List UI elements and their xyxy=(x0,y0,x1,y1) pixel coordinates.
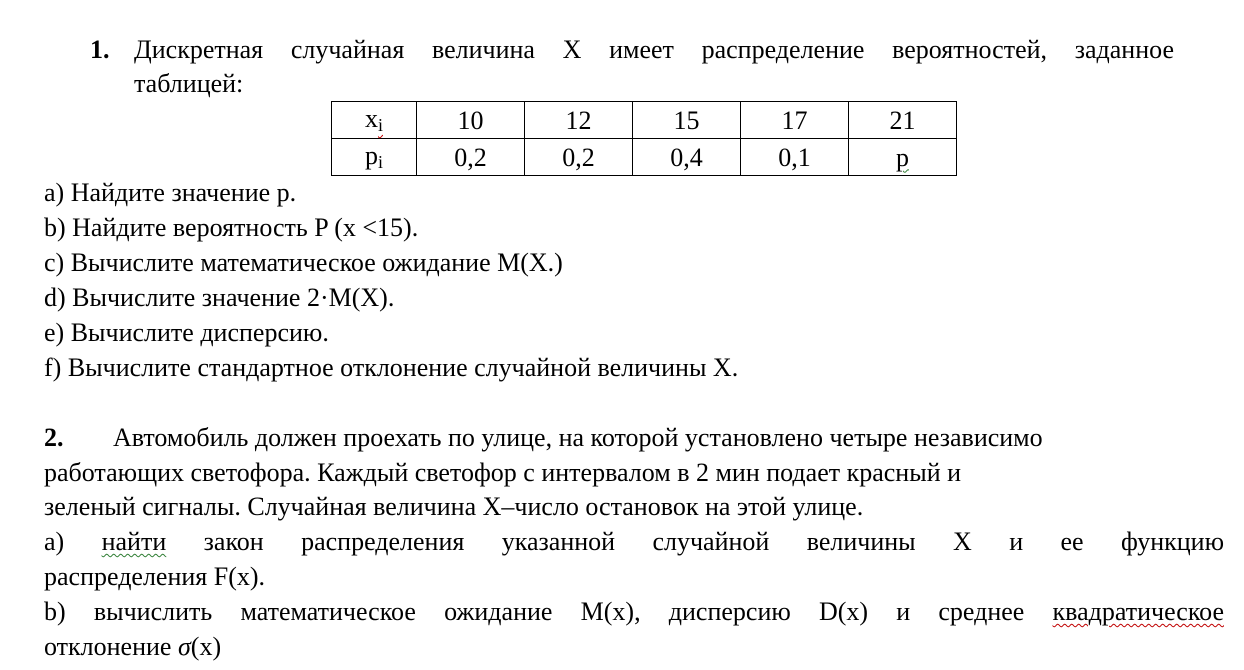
table-header-x-subscript: i xyxy=(377,115,383,135)
problem1-statement-line1: Дискретная случайная величина X имеет распределение вероятностей, заданное xyxy=(134,35,1174,64)
table-cell: 0,1 xyxy=(741,139,849,176)
table-cell-p-unknown: p xyxy=(896,142,909,172)
problem2-question-b-line1 xyxy=(44,595,1224,630)
table-cell: 15 xyxy=(633,102,741,139)
table-cell: 0,4 xyxy=(633,139,741,176)
problem1-number: 1. xyxy=(90,35,110,64)
problem2-statement-line2: работающих светофора. Каждый светофор с интервалом в 2 мин подает красный и xyxy=(44,458,962,487)
problem2-question-a-line1 xyxy=(44,525,1224,560)
table-header-x xyxy=(332,102,417,139)
question-b-line2-end: (x) xyxy=(190,632,222,661)
problem1-statement-line2: таблицей: xyxy=(134,69,244,98)
question-b-line2-text: отклонение xyxy=(44,632,178,661)
table-cell: 10 xyxy=(417,102,525,139)
problem2-question-b-line2 xyxy=(44,630,221,665)
table-header-p-subscript: i xyxy=(377,152,383,172)
problem1-question-d: d) Вычислите значение 2·M(X). xyxy=(44,283,395,312)
table-cell xyxy=(849,139,957,176)
table-cell: 0,2 xyxy=(525,139,633,176)
table-cell: 17 xyxy=(741,102,849,139)
sigma-symbol: σ xyxy=(177,632,191,661)
problem2-number: 2. xyxy=(44,423,64,452)
table-header-x-symbol: x xyxy=(364,104,378,133)
problem2-statement-line1: Автомобиль должен проехать по улице, на которой установлено четыре независимо xyxy=(113,423,1043,452)
table-cell: 21 xyxy=(849,102,957,139)
table-header-p xyxy=(332,139,417,176)
problem1-question-e: e) Вычислите дисперсию. xyxy=(44,318,329,347)
question-b-text: b) вычислить математическое ожидание M(x), дисперсию D(x) и среднее xyxy=(44,597,1053,626)
problem1-question-f: f) Вычислите стандартное отклонение случайной величины X. xyxy=(44,353,739,382)
table-cell: 12 xyxy=(525,102,633,139)
table-row-x xyxy=(332,102,957,139)
problem2-question-a-line2: распределения F(x). xyxy=(44,562,266,591)
problem2-statement-line3: зеленый сигналы. Случайная величина X–число остановок на этой улице. xyxy=(44,492,864,521)
table-row-p xyxy=(332,139,957,176)
question-b-underlined-word: квадратическое xyxy=(1052,597,1224,626)
question-a-prefix: a) xyxy=(44,527,102,556)
table-header-p-symbol: p xyxy=(364,141,378,170)
table-cell: 0,2 xyxy=(417,139,525,176)
question-a-rest: закон распределения указанной случайной величины X и ее функцию xyxy=(166,527,1224,556)
distribution-table xyxy=(331,101,957,176)
question-a-underlined-word: найти xyxy=(101,527,167,556)
problem1-question-a: a) Найдите значение p. xyxy=(44,178,297,207)
problem1-question-b: b) Найдите вероятность P (x <15). xyxy=(44,213,419,242)
problem1-question-c: c) Вычислите математическое ожидание M(X.) xyxy=(44,248,563,277)
